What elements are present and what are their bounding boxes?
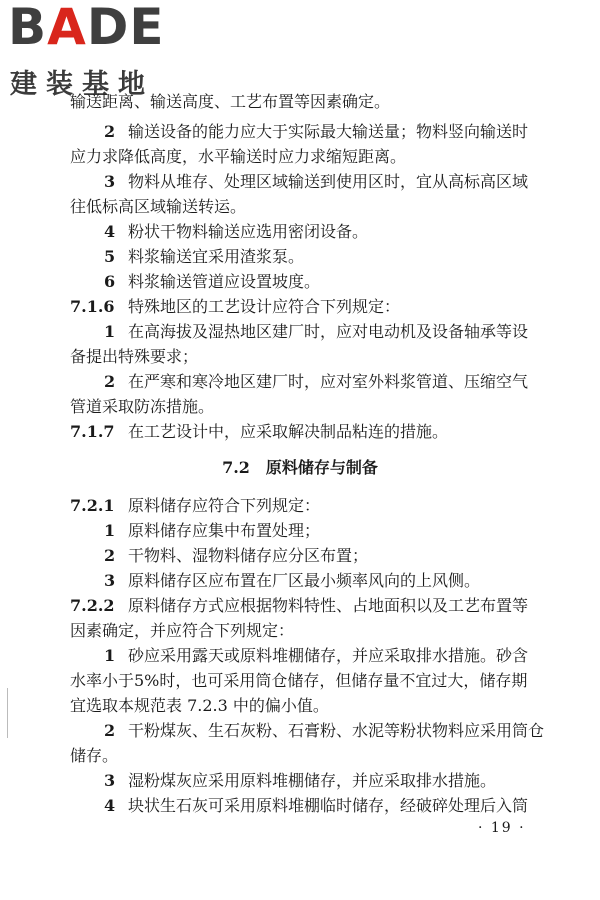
list-item: 3 物料从堆存、处理区域输送到使用区时，宜从高标高区域 (104, 172, 529, 191)
list-item: 2 在严寒和寒冷地区建厂时，应对室外料浆管道、压缩空气 (104, 372, 529, 391)
paragraph-line: 输送距离、输送高度、工艺布置等因素确定。 (70, 92, 391, 111)
list-item: 2 干物料、湿物料储存应分区布置； (104, 546, 369, 565)
list-item: 1 在高海拔及湿热地区建厂时，应对电动机及设备轴承等设 (104, 322, 529, 341)
page-number: · 19 · (478, 820, 526, 836)
logo-wordmark: BADE (8, 0, 165, 56)
list-item: 4 块状生石灰可采用原料堆棚临时储存，经破碎处理后入筒 (104, 796, 529, 815)
clause-7-2-1: 7.2.1 原料储存应符合下列规定： (70, 496, 321, 515)
scan-edge-line (7, 688, 8, 738)
list-item: 1 原料储存应集中布置处理； (104, 521, 321, 540)
clause-7-1-6: 7.1.6 特殊地区的工艺设计应符合下列规定： (70, 297, 401, 316)
logo-subtitle: 建装基地 (10, 69, 154, 100)
list-item: 4 粉状干物料输送应选用密闭设备。 (104, 222, 369, 241)
list-item: 2 干粉煤灰、生石灰粉、石膏粉、水泥等粉状物料应采用筒仓 (104, 721, 545, 740)
clause-7-2-2: 7.2.2 原料储存方式应根据物料特性、占地面积以及工艺布置等 (70, 596, 529, 615)
list-item: 3 湿粉煤灰应采用原料堆棚储存，并应采取排水措施。 (104, 771, 497, 790)
list-item-cont: 管道采取防冻措施。 (70, 397, 215, 416)
list-item-cont: 往低标高区域输送转运。 (70, 197, 247, 216)
clause-cont: 因素确定，并应符合下列规定： (70, 621, 295, 640)
list-item-cont: 水率小于5%时，也可采用筒仓储存，但储存量不宜过大，储存期 (70, 671, 528, 690)
list-item-cont: 应力求降低高度，水平输送时应力求缩短距离。 (70, 147, 407, 166)
list-item-cont: 储存。 (70, 746, 119, 765)
clause-7-1-7: 7.1.7 在工艺设计中，应采取解决制品粘连的措施。 (70, 422, 449, 441)
bade-logo (8, 0, 178, 100)
list-item: 6 料浆输送管道应设置坡度。 (104, 272, 321, 291)
list-item-cont: 宜选取本规范表 7.2.3 中的偏小值。 (70, 696, 329, 715)
list-item: 2 输送设备的能力应大于实际最大输送量；物料竖向输送时 (104, 122, 529, 141)
list-item: 1 砂应采用露天或原料堆棚储存，并应采取排水措施。砂含 (104, 646, 529, 665)
list-item: 5 料浆输送宜采用渣浆泵。 (104, 247, 305, 266)
list-item: 3 原料储存区应布置在厂区最小频率风向的上风侧。 (104, 571, 481, 590)
list-item-cont: 备提出特殊要求； (70, 347, 199, 366)
section-heading: 7.2 原料储存与制备 (222, 458, 378, 477)
